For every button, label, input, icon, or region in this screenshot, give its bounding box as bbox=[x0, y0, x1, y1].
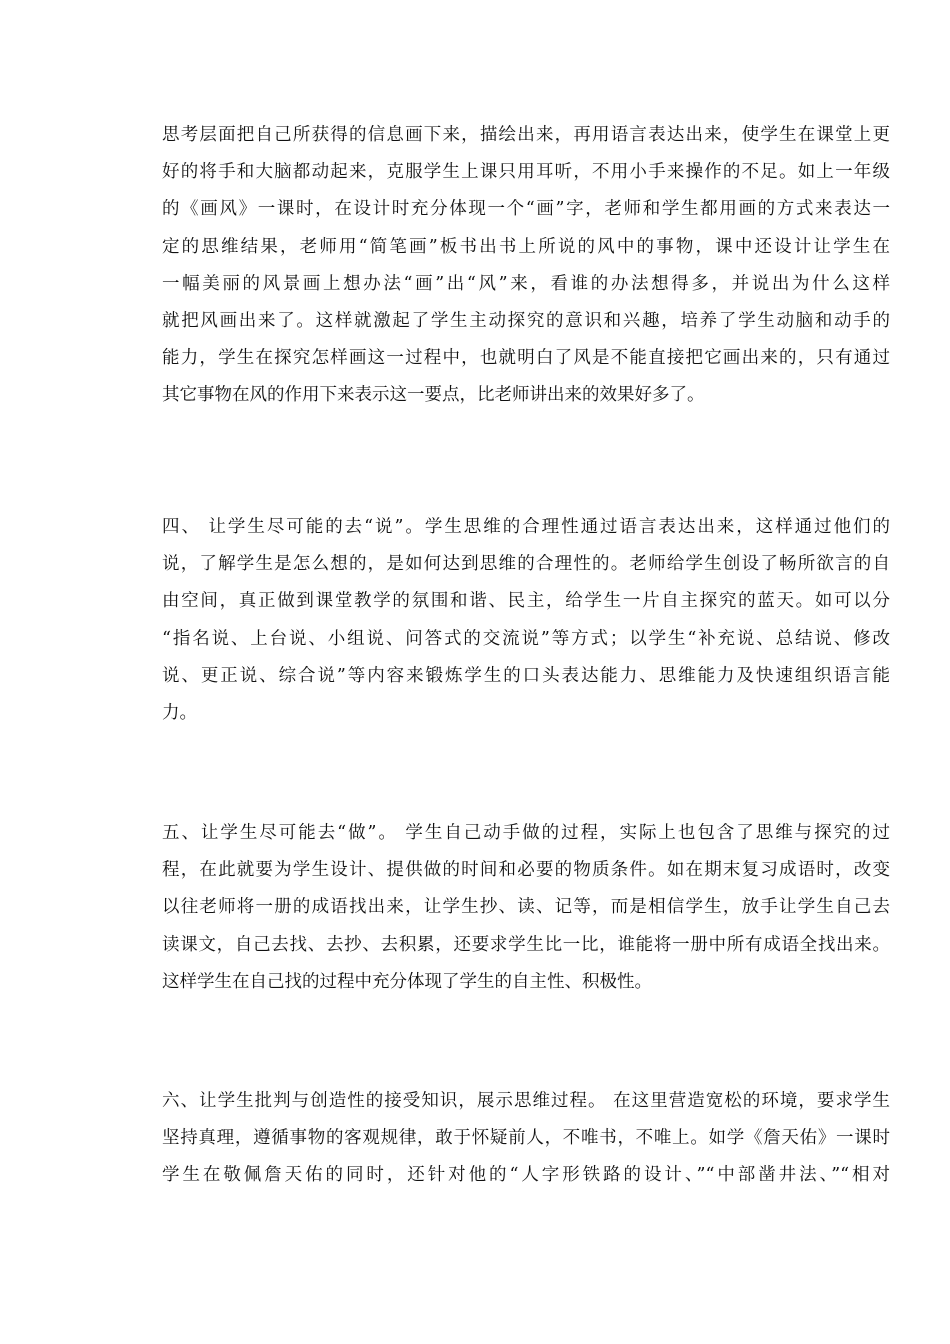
text-line: 思考层面把自己所获得的信息画下来，描绘出来，再用语言表达出来，使学生在课堂上更 bbox=[162, 125, 890, 145]
text-line: 定的思维结果，老师用“简笔画”板书出书上所说的风中的事物，课中还设计让学生在 bbox=[162, 236, 890, 257]
text-line: 力。 bbox=[162, 702, 197, 723]
text-line: 五、让学生尽可能去“做”。 学生自己动手做的过程，实际上也包含了思维与探究的过 bbox=[162, 823, 890, 843]
text-line: 学生在敬佩詹天佑的同时，还针对他的“人字形铁路的设计、”“中部凿井法、”“相对 bbox=[162, 1165, 890, 1186]
text-line: 其它事物在风的作用下来表示这一要点，比老师讲出来的效果好多了。 bbox=[162, 385, 705, 406]
text-line: 说，了解学生是怎么想的，是如何达到思维的合理性的。老师给学生创设了畅所欲言的自 bbox=[162, 554, 890, 575]
text-line: 的《画风》一课时，在设计时充分体现一个“画”字，老师和学生都用画的方式来表达一 bbox=[162, 199, 890, 220]
text-line: 一幅美丽的风景画上想办法“画”出“风”来，看谁的办法想得多，并说出为什么这样 bbox=[162, 273, 890, 294]
text-line: 读课文，自己去找、去抄、去积累，还要求学生比一比，谁能将一册中所有成语全找出来。 bbox=[162, 934, 890, 955]
text-line: 四、 让学生尽可能的去“说”。学生思维的合理性通过语言表达出来，这样通过他们的 bbox=[162, 517, 890, 537]
text-line: 以往老师将一册的成语找出来，让学生抄、读、记等，而是相信学生，放手让学生自己去 bbox=[162, 897, 890, 918]
paragraph-5-do bbox=[162, 815, 890, 1001]
text-line: 六、让学生批判与创造性的接受知识，展示思维过程。 在这里营造宽松的环境，要求学生 bbox=[162, 1091, 890, 1111]
text-line: 能力，学生在探究怎样画这一过程中，也就明白了风是不能直接把它画出来的，只有通过 bbox=[162, 348, 890, 369]
paragraph-3-continued bbox=[162, 117, 890, 415]
paragraph-6-critical bbox=[162, 1083, 890, 1195]
text-line: 好的将手和大脑都动起来，克服学生上课只用耳听，不用小手来操作的不足。如上一年级 bbox=[162, 162, 890, 183]
text-line: “指名说、上台说、小组说、问答式的交流说”等方式；以学生“补充说、总结说、修改 bbox=[162, 628, 890, 649]
text-line: 由空间，真正做到课堂教学的氛围和谐、民主，给学生一片自主探究的蓝天。如可以分 bbox=[162, 591, 890, 612]
text-line: 坚持真理，遵循事物的客观规律，敢于怀疑前人，不唯书，不唯上。如学《詹天佑》一课时 bbox=[162, 1128, 890, 1149]
text-line: 说、更正说、综合说”等内容来锻炼学生的口头表达能力、思维能力及快速组织语言能 bbox=[162, 665, 890, 686]
paragraph-4-speak bbox=[162, 509, 890, 732]
text-line: 就把风画出来了。这样就激起了学生主动探究的意识和兴趣，培养了学生动脑和动手的 bbox=[162, 310, 890, 331]
text-line: 这样学生在自己找的过程中充分体现了学生的自主性、积极性。 bbox=[162, 971, 652, 992]
text-line: 程，在此就要为学生设计、提供做的时间和必要的物质条件。如在期末复习成语时，改变 bbox=[162, 860, 890, 881]
